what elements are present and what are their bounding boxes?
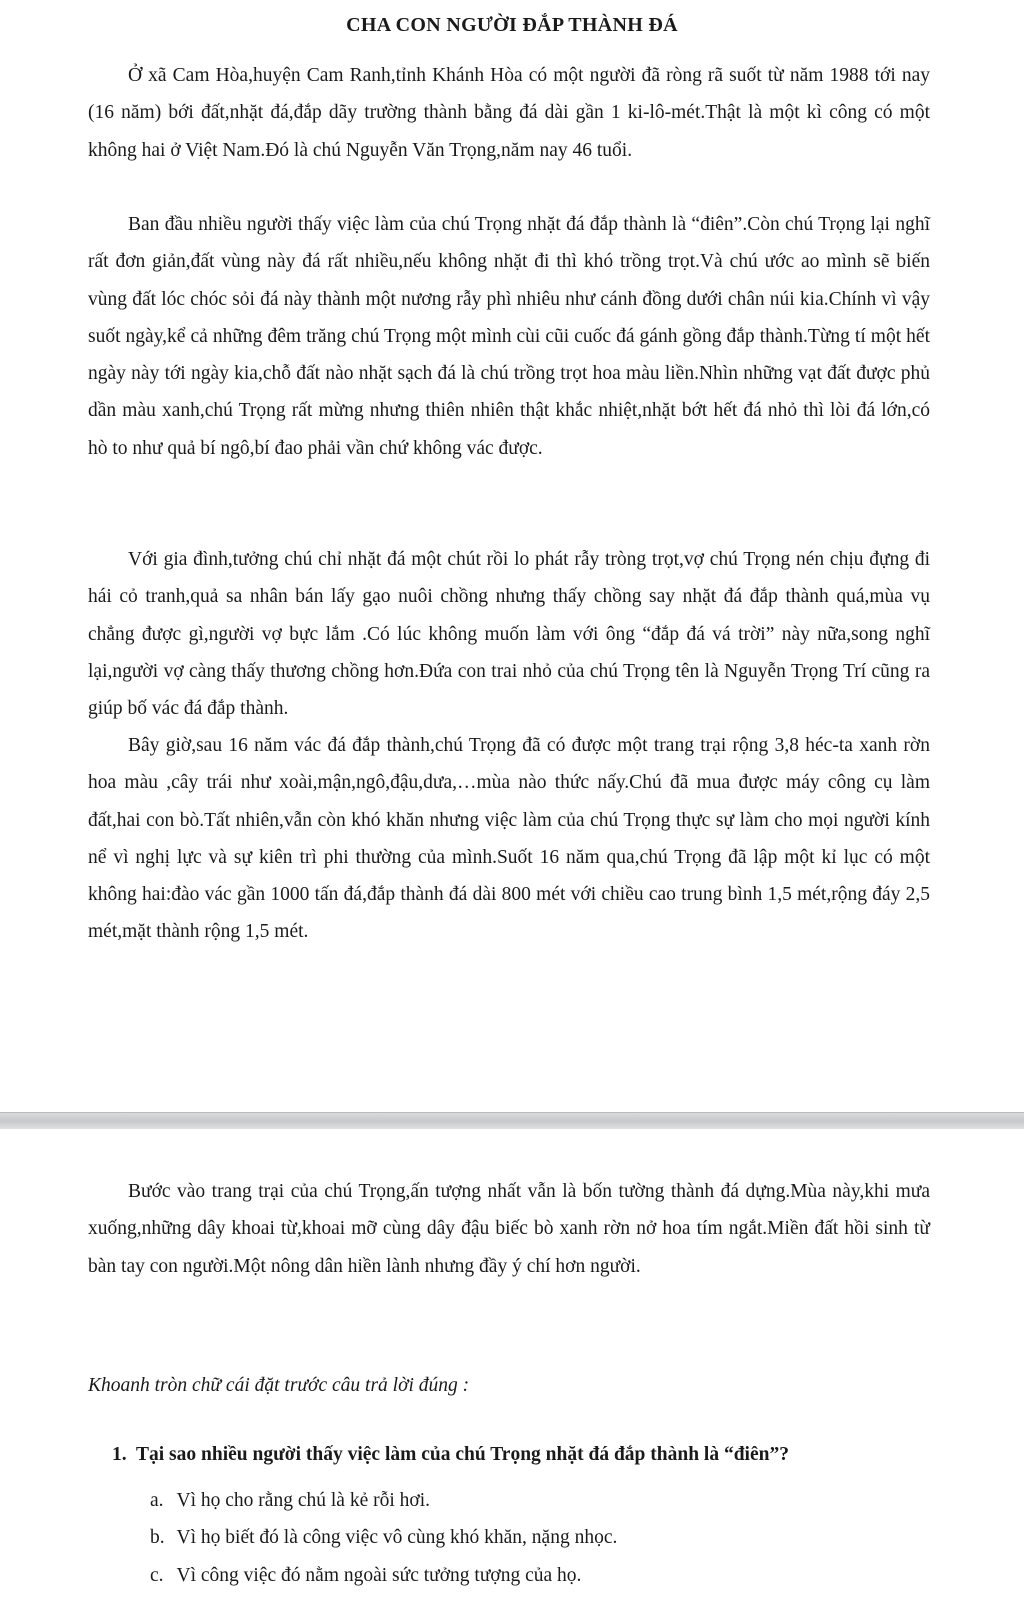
answer-option-b: [150, 1519, 617, 1556]
paragraph-5: Bước vào trang trại của chú Trọng,ấn tượng nhất vẫn là bốn tường thành đá dựng.Mùa này,khi mưa xuống,những dây khoai từ,khoai mỡ cùng dây đậu biếc bò xanh rờn nở hoa tím ngắt.Miền đất hồi sinh từ bàn tay con người.Một nông dân hiền lành nhưng đầy ý chí hơn người.: [88, 1181, 930, 1277]
document-title: CHA CON NGƯỜI ĐẮP THÀNH ĐÁ: [346, 14, 678, 36]
exercise-instruction: Khoanh tròn chữ cái đặt trước câu trả lời đúng :: [88, 1375, 470, 1396]
option-text: Vì họ biết đó là công việc vô cùng khó khăn, nặng nhọc.: [176, 1527, 618, 1549]
paragraph-3: Với gia đình,tưởng chú chỉ nhặt đá một chút rồi lo phát rẫy tròng trọt,vợ chú Trọng nén chịu đựng đi hái cỏ tranh,quả sa nhân bán lấy gạo nuôi chồng nhưng thấy chồng say nhặt đá đắp thành quá,mùa vụ chẳng được gì,người vợ bực lắm .Có lúc không muốn làm với ông “đắp đá vá trời” này nữa,song nghĩ lại,người vợ càng thấy thương chồng hơn.Đứa con trai nhỏ của chú Trọng tên là Nguyễn Trọng Trí cũng ra giúp bố vác đá đắp thành.: [88, 549, 930, 720]
answer-option-a: [150, 1482, 617, 1519]
option-text: Vì họ cho rằng chú là kẻ rỗi hơi.: [176, 1490, 430, 1511]
question-1: [112, 1444, 952, 1466]
paragraph-4: Bây giờ,sau 16 năm vác đá đắp thành,chú Trọng đã có được một trang trại rộng 3,8 héc-ta xanh rờn hoa màu ,cây trái như xoài,mận,ngô,đậu,dưa,…mùa nào thức nấy.Chú đã mua được máy công cụ làm đất,hai con bò.Tất nhiên,vẫn còn khó khăn nhưng việc làm của chú Trọng thực sự làm cho mọi người kính nể vì nghị lực và sự kiên trì phi thường của mình.Suốt 16 năm qua,chú Trọng đã lập một kỉ lục có một không hai:đào vác gần 1000 tấn đá,đắp thành đá dài 800 mét với chiều cao trung bình 1,5 mét,rộng đáy 2,5 mét,mặt thành rộng 1,5 mét.: [88, 735, 930, 943]
option-letter: c.: [150, 1564, 164, 1586]
option-letter: a.: [150, 1490, 164, 1511]
question-text: Tại sao nhiều người thấy việc làm của chú Trọng nhặt đá đắp thành là “điên”?: [136, 1444, 789, 1465]
answer-options: [150, 1482, 617, 1594]
answer-option-c: [150, 1557, 617, 1594]
paragraph-1: Ở xã Cam Hòa,huyện Cam Ranh,tỉnh Khánh Hòa có một người đã ròng rã suốt từ năm 1988 tới nay (16 năm) bới đất,nhặt đá,đắp dãy trường thành bằng đá dài gần 1 ki-lô-mét.Thật là một kì công có một không hai ở Việt Nam.Đó là chú Nguyễn Văn Trọng,năm nay 46 tuổi.: [88, 65, 930, 161]
paragraph-2: Ban đầu nhiều người thấy việc làm của chú Trọng nhặt đá đắp thành là “điên”.Còn chú Trọng lại nghĩ rất đơn giản,đất vùng này đá rất nhiều,nếu không nhặt đi thì khó trồng trọt.Và chú ước ao mình sẽ biến vùng đất lóc chóc sỏi đá này thành một nương rẫy phì nhiêu như cánh đồng dưới chân núi kia.Chính vì vậy suốt ngày,kể cả những đêm trăng chú Trọng một mình cùi cũi cuốc đá gánh gồng đắp thành.Từng tí một hết ngày này tới ngày kia,chỗ đất nào nhặt sạch đá là chú trồng trọt hoa màu liền.Nhìn những vạt đất được phủ dần màu xanh,chú Trọng rất mừng nhưng thiên nhiên thật khắc nhiệt,nhặt bớt hết đá nhỏ thì lòi đá lớn,có hò to như quả bí ngô,bí đao phải vần chứ không vác được.: [88, 214, 930, 459]
option-letter: b.: [150, 1527, 165, 1549]
question-number: 1.: [112, 1444, 127, 1465]
page-break-divider: [0, 1112, 1024, 1130]
option-text: Vì công việc đó nằm ngoài sức tưởng tượng của họ.: [176, 1564, 582, 1586]
